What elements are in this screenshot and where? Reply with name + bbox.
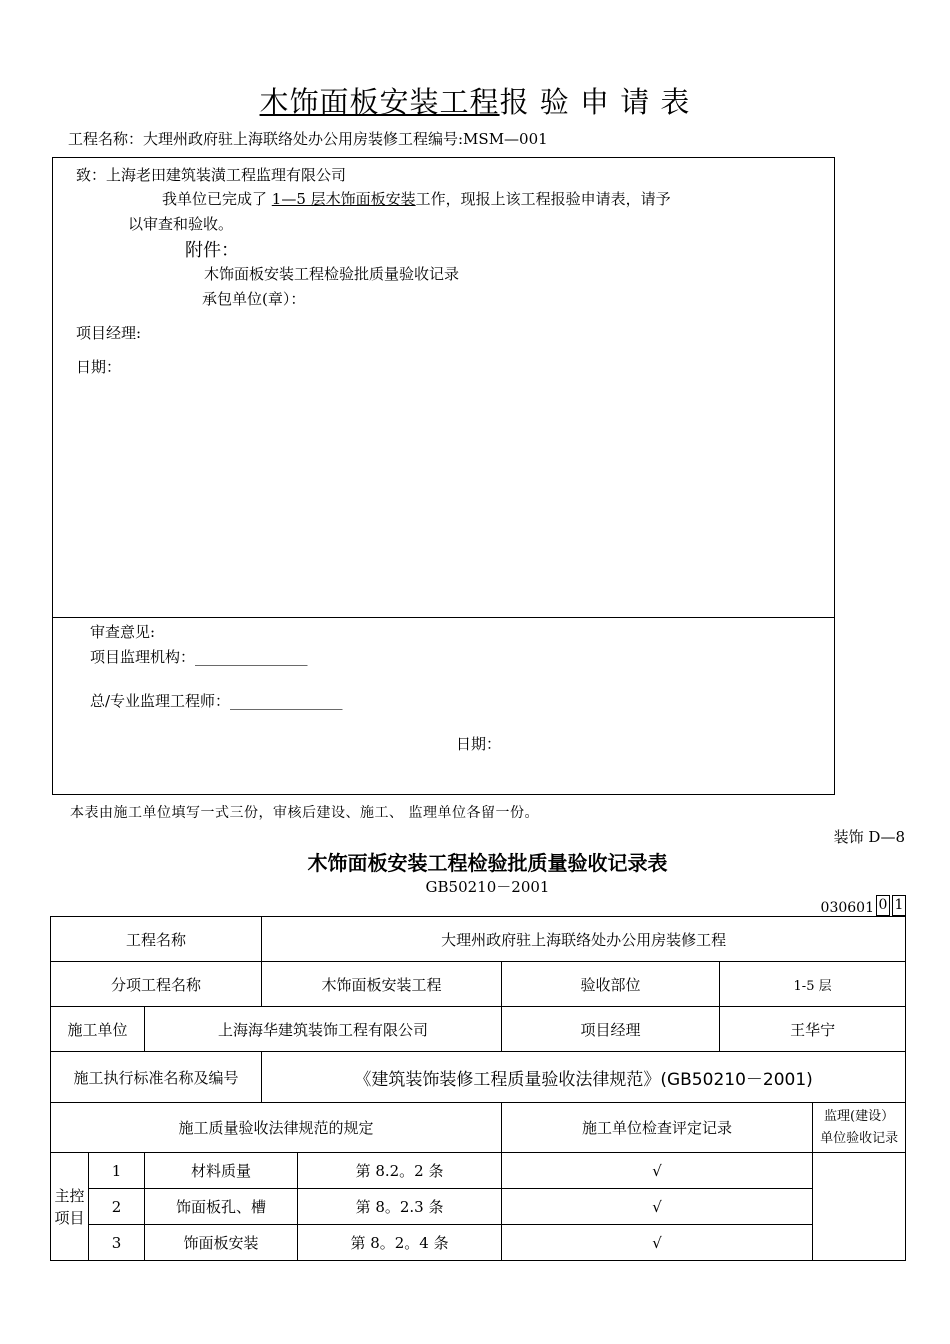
item-row-1: [51, 1153, 906, 1189]
acceptance-part-label: 验收部位: [502, 962, 720, 1007]
item-clause: 第 8。2.3 条: [298, 1189, 502, 1225]
item-check: √: [502, 1225, 813, 1261]
item-check: √: [502, 1189, 813, 1225]
record-number: [821, 895, 906, 916]
row-standard: [51, 1052, 906, 1103]
project-manager: 项目经理:: [76, 324, 142, 342]
supervision-header-line2: 单位验收记录: [820, 1130, 899, 1146]
addressee: 致：上海老田建筑装潢工程监理有限公司: [76, 166, 347, 184]
item-clause: 第 8。2。4 条: [298, 1225, 502, 1261]
date-2: 日期：: [456, 735, 502, 753]
sub-project-label: 分项工程名称: [51, 962, 262, 1007]
body-prefix: 我单位已完成了: [162, 190, 272, 208]
main-control-line1: 主控: [54, 1186, 85, 1205]
body-underlined: 1—5 层木饰面板安装: [271, 190, 416, 208]
supervision-record: [813, 1153, 906, 1261]
check-header: 施工单位检查评定记录: [502, 1103, 813, 1153]
standard-value: 《建筑装饰装修工程质量验收法律规范》(GB50210－2001): [262, 1052, 906, 1103]
construction-unit-label: 施工单位: [51, 1007, 145, 1052]
standard-label: 施工执行标准名称及编号: [51, 1052, 262, 1103]
supervision-org: 项目监理机构：_______________: [90, 648, 308, 666]
record-no: 030601: [820, 900, 874, 916]
attachment-item: 木饰面板安装工程检验批质量验收记录: [204, 265, 460, 283]
standard-code: GB50210－2001: [425, 878, 550, 896]
row-construction-unit: [51, 1007, 906, 1052]
body-line2: 以审查和验收。: [128, 215, 234, 233]
project-manager-value: 王华宁: [720, 1007, 906, 1052]
record-box-1: 0: [876, 895, 890, 916]
project-name-value: 大理州政府驻上海联络处办公用房装修工程: [262, 917, 906, 962]
item-check: √: [502, 1153, 813, 1189]
date-1: 日期：: [76, 358, 122, 376]
attachment-label: 附件：: [185, 240, 239, 261]
item-no: 1: [89, 1153, 145, 1189]
review-opinion: 审查意见:: [90, 623, 156, 641]
form2-title: 木饰面板安装工程检验批质量验收记录表: [307, 851, 668, 875]
regulation-header: 施工质量验收法律规范的规定: [51, 1103, 502, 1153]
contractor-seal: 承包单位(章）：: [202, 290, 306, 308]
record-table: [50, 916, 906, 1261]
chief-engineer: 总/专业监理工程师：_______________: [90, 692, 343, 710]
row-sub-project: [51, 962, 906, 1007]
footnote: 本表由施工单位填写一式三份，审核后建设、施工、 监理单位各留一份。: [70, 805, 539, 821]
project-manager-label: 项目经理: [502, 1007, 720, 1052]
supervision-header-line1: 监理(建设）: [824, 1108, 895, 1124]
item-name: 材料质量: [145, 1153, 298, 1189]
main-control-line2: 项目: [54, 1208, 85, 1227]
item-row-2: [51, 1189, 906, 1225]
main-control-label: [51, 1153, 89, 1261]
project-name-label: 工程名称: [51, 917, 262, 962]
item-no: 2: [89, 1189, 145, 1225]
body-suffix: 工作，现报上该工程报验申请表，请予: [415, 190, 671, 208]
item-clause: 第 8.2。2 条: [298, 1153, 502, 1189]
form1-title-rest: 报 验 申 请 表: [499, 85, 691, 119]
form1-title-underlined: 木饰面板安装工程: [259, 85, 500, 119]
box-divider: [53, 617, 834, 618]
form1-title: [0, 80, 950, 121]
supervision-header: [813, 1103, 906, 1153]
sub-project-value: 木饰面板安装工程: [262, 962, 502, 1007]
project-line: 工程名称：大理州政府驻上海联络处办公用房装修工程编号:MSM—001: [68, 130, 548, 148]
item-name: 饰面板安装: [145, 1225, 298, 1261]
item-row-3: [51, 1225, 906, 1261]
record-box-2: 1: [892, 895, 906, 916]
row-project-name: [51, 917, 906, 962]
body-line1: [162, 188, 671, 209]
construction-unit-value: 上海海华建筑装饰工程有限公司: [145, 1007, 502, 1052]
row-headers: [51, 1103, 906, 1153]
item-name: 饰面板孔、槽: [145, 1189, 298, 1225]
acceptance-part-value: 1-5 层: [720, 962, 906, 1007]
item-no: 3: [89, 1225, 145, 1261]
corner-code: 装饰 D—8: [833, 828, 905, 846]
